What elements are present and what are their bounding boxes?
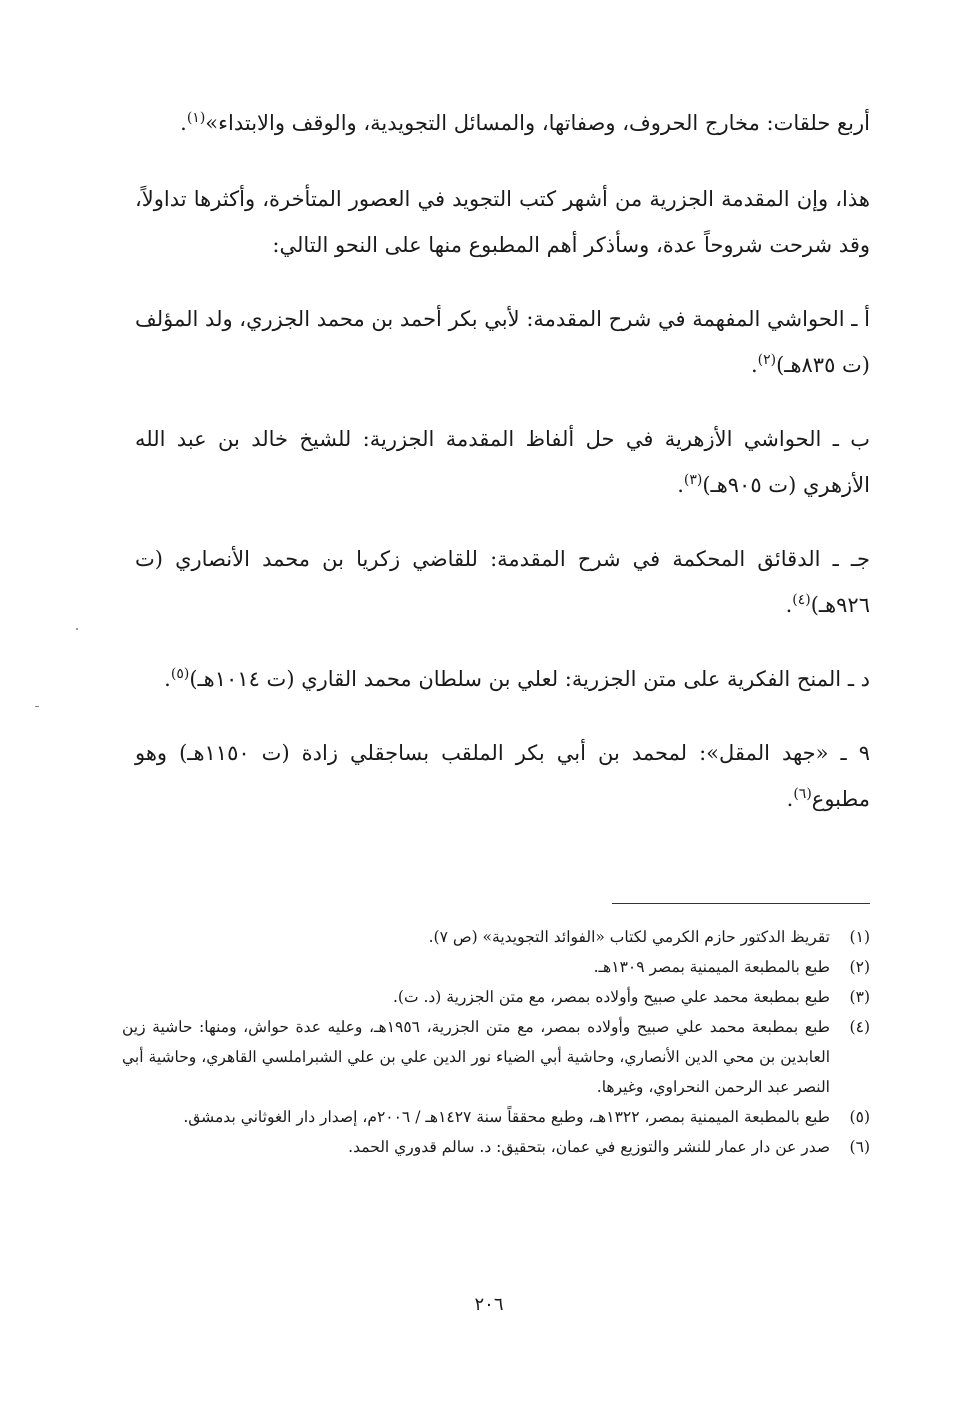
- footnote: [110, 1012, 870, 1102]
- footnote-number: (٢): [849, 958, 870, 976]
- footnote-ref[interactable]: (٤): [792, 592, 811, 608]
- main-text: [135, 100, 870, 850]
- paragraph: ب ـ الحواشي الأزهرية في حل ألفاظ المقدمة الجزرية: للشيخ خالد بن عبد الله الأزهري (ت ٩٠٥هـ)$^{(٣)}$.: [135, 427, 870, 497]
- footnote-ref[interactable]: (٢): [757, 352, 777, 368]
- paragraph: جـ ـ الدقائق المحكمة في شرح المقدمة: للقاضي زكريا بن محمد الأنصاري (ت ٩٢٦هـ)$^{(٤)}$.: [135, 547, 870, 617]
- footnote-divider: [612, 903, 870, 904]
- footnote: [110, 922, 870, 952]
- scan-speck: [35, 706, 39, 707]
- footnote-ref[interactable]: (٣): [683, 472, 703, 488]
- footnotes: [110, 922, 870, 1162]
- footnote-text: طبع بالمطبعة الميمنية بمصر ١٣٠٩هـ.: [593, 958, 830, 976]
- footnote-number: (٥): [849, 1108, 870, 1126]
- footnote-text: طبع بمطبعة محمد علي صبيح وأولاده بمصر، مع متن الجزرية (د. ت).: [392, 988, 830, 1006]
- footnote: [110, 1132, 870, 1162]
- paragraph: هذا، وإن المقدمة الجزرية من أشهر كتب التجويد في العصور المتأخرة، وأكثرها تداولاً، وقد شرحت شروحاً عدة، وسأذكر أهم المطبوع منها على النحو التالي:: [135, 187, 870, 257]
- footnote-text: طبع بالمطبعة الميمنية بمصر، ١٣٢٢هـ، وطبع محققاً سنة ١٤٢٧هـ / ٢٠٠٦م، إصدار دار الغوثاني بدمشق.: [183, 1108, 830, 1126]
- footnote-number: (٦): [849, 1138, 870, 1156]
- footnote: [110, 982, 870, 1012]
- footnote-ref[interactable]: (٦): [793, 786, 812, 802]
- page-number: ٢٠٦: [474, 1294, 504, 1315]
- paragraph: أربع حلقات: مخارج الحروف، وصفاتها، والمسائل التجويدية، والوقف والابتداء»$^{(١)}$.: [180, 110, 870, 135]
- scan-speck: [76, 628, 78, 630]
- footnote: [110, 952, 870, 982]
- footnote-number: (١): [849, 928, 870, 946]
- footnote-ref[interactable]: (٥): [170, 666, 190, 682]
- paragraph: د ـ المنح الفكرية على متن الجزرية: لعلي بن سلطان محمد القاري (ت ١٠١٤هـ)$^{(٥)}$.: [164, 666, 870, 691]
- footnote-text: تقريظ الدكتور حازم الكرمي لكتاب «الفوائد التجويدية» (ص ٧).: [428, 928, 830, 946]
- footnote-ref[interactable]: (١): [186, 110, 206, 126]
- footnote-text: طبع بمطبعة محمد علي صبيح وأولاده بمصر، مع متن الجزرية، ١٩٥٦هـ، وعليه عدة حواش، ومنها: حاشية زين العابدين بن محي الدين الأنصاري، وحاشية أبي الضياء نور الدين علي بن علي الشبراملسي القاهري، وحاشية أبي النصر عبد الرحمن النحراوي، وغيرها.: [122, 1018, 831, 1096]
- paragraph: أ ـ الحواشي المفهمة في شرح المقدمة: لأبي بكر أحمد بن محمد الجزري، ولد المؤلف (ت ٨٣٥هـ)$^{(٢)}$.: [135, 307, 870, 377]
- paragraph: ٩ ـ «جهد المقل»: لمحمد بن أبي بكر الملقب بساجقلي زادة (ت ١١٥٠هـ) وهو مطبوع$^{(٦)}$.: [135, 741, 870, 811]
- footnote-number: (٤): [849, 1018, 870, 1036]
- footnote: [110, 1102, 870, 1132]
- footnote-text: صدر عن دار عمار للنشر والتوزيع في عمان، بتحقيق: د. سالم قدوري الحمد.: [348, 1138, 830, 1156]
- footnote-number: (٣): [849, 988, 870, 1006]
